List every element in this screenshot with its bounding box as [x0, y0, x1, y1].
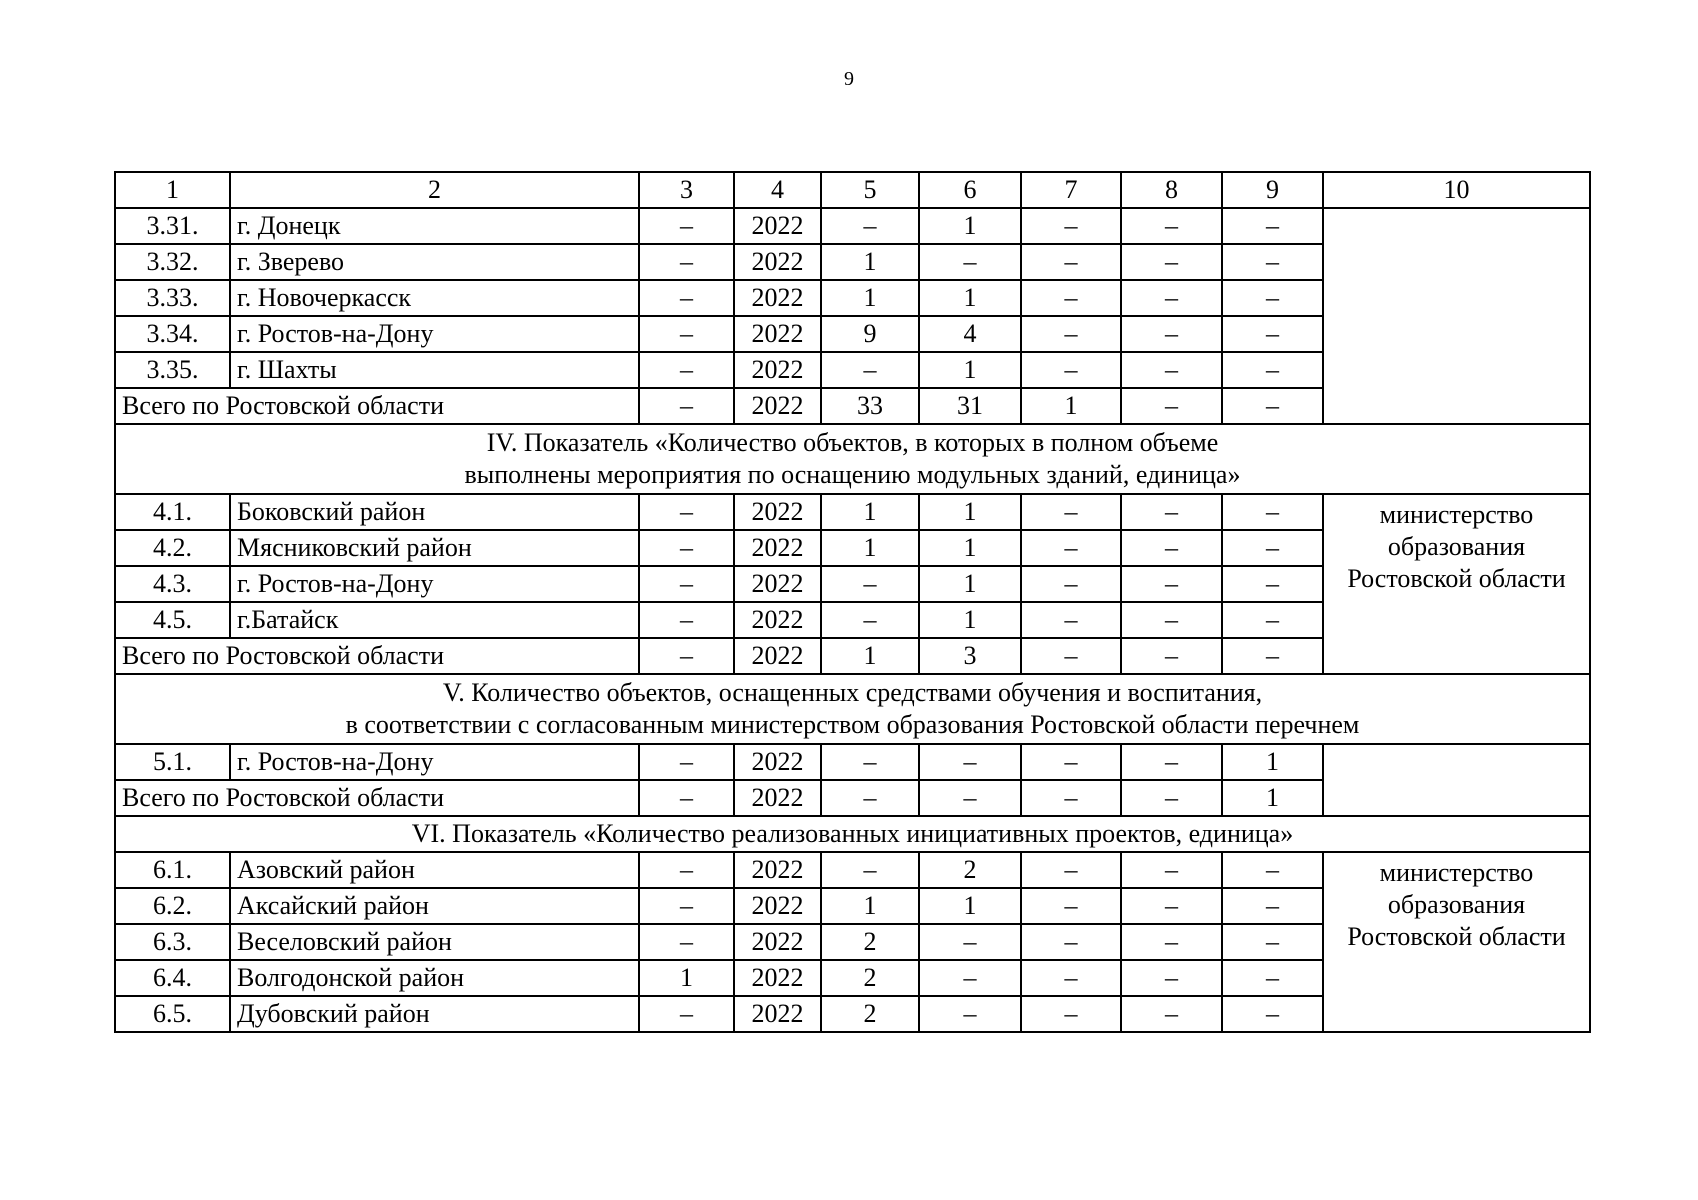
value-cell: 2022	[734, 352, 821, 388]
value-cell: –	[919, 996, 1021, 1032]
header-cell: 6	[919, 172, 1021, 208]
section-title-line: V. Количество объектов, оснащенных средствами обучения и воспитания,	[442, 678, 1263, 707]
value-cell: –	[821, 566, 919, 602]
row-number: 5.1.	[115, 744, 230, 780]
total-value-cell: –	[1121, 780, 1222, 816]
value-cell: –	[1021, 244, 1121, 280]
section-title-line: в соответствии с согласованным министерством образования Ростовской области перечнем	[345, 710, 1360, 739]
row-number: 4.5.	[115, 602, 230, 638]
value-cell: 1	[919, 352, 1021, 388]
value-cell: –	[1222, 316, 1323, 352]
header-cell: 4	[734, 172, 821, 208]
value-cell: –	[1222, 244, 1323, 280]
value-cell: –	[639, 494, 734, 530]
value-cell: –	[639, 602, 734, 638]
value-cell: 1	[919, 530, 1021, 566]
row-number: 6.3.	[115, 924, 230, 960]
value-cell: –	[639, 744, 734, 780]
value-cell: –	[919, 960, 1021, 996]
row-name: г. Ростов-на-Дону	[230, 316, 639, 352]
value-cell: 2022	[734, 566, 821, 602]
total-value-cell: –	[639, 388, 734, 424]
total-value-cell: 2022	[734, 638, 821, 674]
row-name: Азовский район	[230, 852, 639, 888]
total-value-cell: –	[639, 780, 734, 816]
value-cell: –	[1121, 280, 1222, 316]
header-cell: 3	[639, 172, 734, 208]
total-value-cell: –	[1222, 388, 1323, 424]
table-row	[115, 744, 1590, 780]
row-name: Дубовский район	[230, 996, 639, 1032]
row-name: г. Ростов-на-Дону	[230, 744, 639, 780]
value-cell: –	[821, 852, 919, 888]
page-number: 9	[844, 68, 854, 90]
value-cell: 1	[821, 888, 919, 924]
value-cell: 1	[1222, 744, 1323, 780]
value-cell: –	[639, 924, 734, 960]
section-title	[115, 674, 1590, 744]
row-number: 3.31.	[115, 208, 230, 244]
value-cell: 1	[919, 566, 1021, 602]
header-cell: 9	[1222, 172, 1323, 208]
row-number: 6.5.	[115, 996, 230, 1032]
value-cell: –	[1121, 602, 1222, 638]
responsible-cell	[1323, 852, 1590, 1032]
row-number: 3.32.	[115, 244, 230, 280]
value-cell: 2022	[734, 280, 821, 316]
value-cell: –	[639, 852, 734, 888]
indicators-table	[114, 171, 1591, 1033]
value-cell: 2	[919, 852, 1021, 888]
value-cell: 2	[821, 960, 919, 996]
value-cell: –	[1222, 996, 1323, 1032]
value-cell: –	[1222, 888, 1323, 924]
value-cell: –	[821, 602, 919, 638]
value-cell: 1	[919, 602, 1021, 638]
value-cell: –	[1222, 566, 1323, 602]
value-cell: –	[1222, 530, 1323, 566]
value-cell: –	[1222, 494, 1323, 530]
section-title-row	[115, 816, 1590, 852]
value-cell: –	[821, 352, 919, 388]
total-value-cell: –	[1121, 388, 1222, 424]
value-cell: –	[1222, 924, 1323, 960]
responsible-cell	[1323, 208, 1590, 424]
row-number: 3.33.	[115, 280, 230, 316]
value-cell: –	[1021, 566, 1121, 602]
value-cell: 1	[919, 494, 1021, 530]
row-name: г. Новочеркасск	[230, 280, 639, 316]
value-cell: –	[1021, 280, 1121, 316]
header-cell: 5	[821, 172, 919, 208]
header-cell: 2	[230, 172, 639, 208]
responsible-line: министерство	[1379, 858, 1534, 887]
total-label: Всего по Ростовской области	[115, 388, 639, 424]
value-cell: 2	[821, 924, 919, 960]
row-number: 6.1.	[115, 852, 230, 888]
value-cell: –	[1121, 316, 1222, 352]
value-cell: –	[1021, 924, 1121, 960]
value-cell: 2022	[734, 996, 821, 1032]
value-cell: 2022	[734, 924, 821, 960]
total-value-cell: 2022	[734, 388, 821, 424]
value-cell: –	[1222, 352, 1323, 388]
value-cell: 2022	[734, 744, 821, 780]
row-name: Веселовский район	[230, 924, 639, 960]
responsible-line: Ростовской области	[1347, 564, 1566, 593]
value-cell: –	[1121, 960, 1222, 996]
value-cell: –	[1121, 244, 1222, 280]
value-cell: –	[919, 924, 1021, 960]
value-cell: –	[639, 280, 734, 316]
value-cell: –	[1121, 744, 1222, 780]
value-cell: –	[1121, 530, 1222, 566]
value-cell: 1	[639, 960, 734, 996]
value-cell: 1	[821, 280, 919, 316]
value-cell: 2022	[734, 888, 821, 924]
table-body	[115, 172, 1590, 1032]
value-cell: –	[919, 244, 1021, 280]
total-value-cell: 33	[821, 388, 919, 424]
table-row	[115, 208, 1590, 244]
value-cell: –	[639, 244, 734, 280]
value-cell: –	[1021, 996, 1121, 1032]
value-cell: 1	[919, 208, 1021, 244]
row-number: 4.2.	[115, 530, 230, 566]
value-cell: –	[1222, 960, 1323, 996]
section-title-row	[115, 674, 1590, 744]
value-cell: –	[1222, 280, 1323, 316]
value-cell: –	[1021, 744, 1121, 780]
responsible-line: образования	[1387, 532, 1526, 561]
value-cell: –	[1021, 316, 1121, 352]
value-cell: 2022	[734, 530, 821, 566]
value-cell: –	[639, 352, 734, 388]
value-cell: –	[1222, 208, 1323, 244]
responsible-line: образования	[1387, 890, 1526, 919]
total-value-cell: –	[639, 638, 734, 674]
total-value-cell: –	[821, 780, 919, 816]
total-value-cell: –	[1222, 638, 1323, 674]
value-cell: –	[639, 316, 734, 352]
row-number: 3.35.	[115, 352, 230, 388]
row-name: Боковский район	[230, 494, 639, 530]
row-name: г. Шахты	[230, 352, 639, 388]
value-cell: –	[1021, 888, 1121, 924]
value-cell: 2022	[734, 960, 821, 996]
row-number: 6.2.	[115, 888, 230, 924]
value-cell: 9	[821, 316, 919, 352]
value-cell: –	[1121, 566, 1222, 602]
total-value-cell: 1	[1222, 780, 1323, 816]
header-cell: 1	[115, 172, 230, 208]
value-cell: –	[1021, 852, 1121, 888]
value-cell: 1	[821, 244, 919, 280]
responsible-cell	[1323, 494, 1590, 674]
section-title-row	[115, 424, 1590, 494]
row-name: г. Ростов-на-Дону	[230, 566, 639, 602]
value-cell: –	[1021, 960, 1121, 996]
row-number: 4.1.	[115, 494, 230, 530]
row-number: 6.4.	[115, 960, 230, 996]
value-cell: –	[1222, 852, 1323, 888]
total-value-cell: 1	[1021, 388, 1121, 424]
header-cell: 10	[1323, 172, 1590, 208]
value-cell: –	[639, 208, 734, 244]
value-cell: –	[639, 996, 734, 1032]
total-value-cell: 1	[821, 638, 919, 674]
total-value-cell: 2022	[734, 780, 821, 816]
value-cell: –	[1021, 352, 1121, 388]
value-cell: –	[1121, 494, 1222, 530]
value-cell: –	[1121, 852, 1222, 888]
value-cell: 2022	[734, 852, 821, 888]
header-cell: 7	[1021, 172, 1121, 208]
responsible-cell	[1323, 744, 1590, 816]
value-cell: –	[1021, 494, 1121, 530]
total-value-cell: 3	[919, 638, 1021, 674]
value-cell: 1	[821, 530, 919, 566]
total-label: Всего по Ростовской области	[115, 780, 639, 816]
value-cell: 2	[821, 996, 919, 1032]
row-name: Аксайский район	[230, 888, 639, 924]
value-cell: 2022	[734, 602, 821, 638]
value-cell: –	[821, 208, 919, 244]
total-value-cell: –	[1021, 780, 1121, 816]
row-number: 3.34.	[115, 316, 230, 352]
value-cell: 2022	[734, 244, 821, 280]
total-label: Всего по Ростовской области	[115, 638, 639, 674]
value-cell: –	[639, 530, 734, 566]
responsible-line: министерство	[1379, 500, 1534, 529]
table-row	[115, 852, 1590, 888]
row-number: 4.3.	[115, 566, 230, 602]
row-name: г. Донецк	[230, 208, 639, 244]
value-cell: –	[1121, 352, 1222, 388]
value-cell: 2022	[734, 316, 821, 352]
section-title-line: IV. Показатель «Количество объектов, в которых в полном объеме	[486, 428, 1219, 457]
total-value-cell: –	[919, 780, 1021, 816]
value-cell: 1	[919, 280, 1021, 316]
table-row	[115, 494, 1590, 530]
responsible-line: Ростовской области	[1347, 922, 1566, 951]
value-cell: –	[1222, 602, 1323, 638]
value-cell: 4	[919, 316, 1021, 352]
row-name: Мясниковский район	[230, 530, 639, 566]
value-cell: –	[919, 744, 1021, 780]
value-cell: –	[639, 888, 734, 924]
value-cell: 1	[821, 494, 919, 530]
value-cell: 1	[919, 888, 1021, 924]
value-cell: 2022	[734, 208, 821, 244]
value-cell: –	[1121, 924, 1222, 960]
row-name: г.Батайск	[230, 602, 639, 638]
value-cell: –	[1121, 996, 1222, 1032]
section-title-line: выполнены мероприятия по оснащению модульных зданий, единица»	[464, 460, 1241, 489]
section-title-line: VI. Показатель «Количество реализованных инициативных проектов, единица»	[411, 819, 1294, 848]
value-cell: –	[1021, 602, 1121, 638]
total-value-cell: –	[1121, 638, 1222, 674]
header-cell: 8	[1121, 172, 1222, 208]
header-row	[115, 172, 1590, 208]
value-cell: –	[1121, 208, 1222, 244]
section-title	[115, 816, 1590, 852]
value-cell: –	[821, 744, 919, 780]
row-name: г. Зверево	[230, 244, 639, 280]
section-title	[115, 424, 1590, 494]
value-cell: –	[1021, 208, 1121, 244]
value-cell: –	[639, 566, 734, 602]
value-cell: –	[1021, 530, 1121, 566]
row-name: Волгодонской район	[230, 960, 639, 996]
total-value-cell: –	[1021, 638, 1121, 674]
value-cell: 2022	[734, 494, 821, 530]
total-value-cell: 31	[919, 388, 1021, 424]
value-cell: –	[1121, 888, 1222, 924]
